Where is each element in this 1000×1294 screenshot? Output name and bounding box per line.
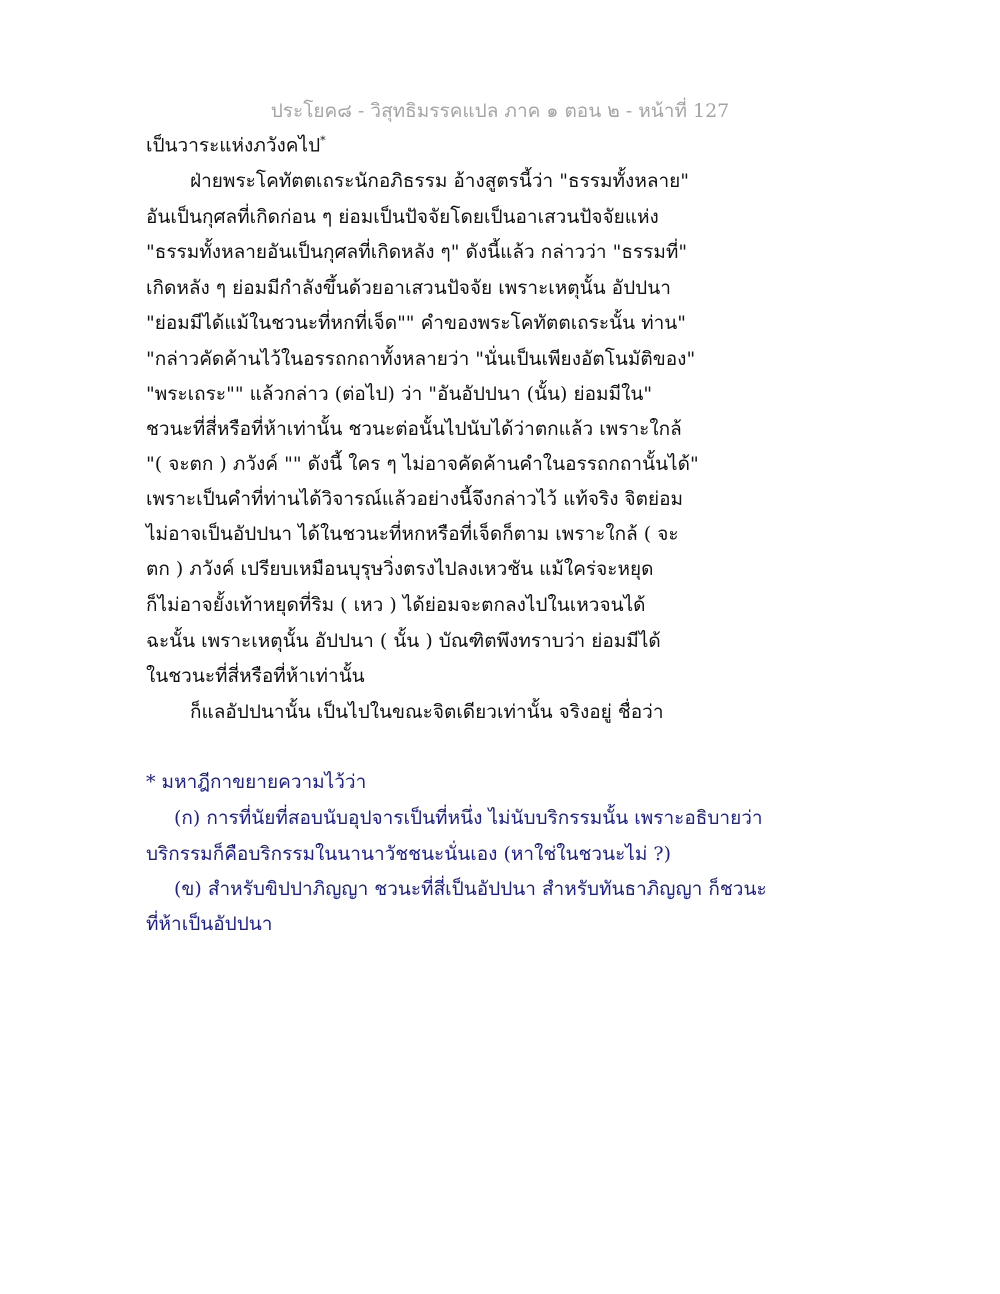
body-line: ก็ไม่อาจยั้งเท้าหยุดที่ริม ( เหว ) ได้ย่อมจะตกลงไปในเหวจนได้ — [146, 594, 646, 616]
body-line: "กล่าวคัดค้านไว้ในอรรถกถาทั้งหลายว่า "นั่นเป็นเพียงอัตโนมัติของ" — [146, 348, 696, 370]
body-line: เป็นวาระแห่งภวังคไป* — [146, 134, 326, 157]
body-line: "ธรรมทั้งหลายอันเป็นกุศลที่เกิดหลัง ๆ" ดังนี้แล้ว กล่าวว่า "ธรรมที่" — [146, 241, 688, 263]
body-line: ก็แลอัปปนานั้น เป็นไปในขณะจิตเดียวเท่านั้น จริงอยู่ ชื่อว่า — [190, 701, 664, 723]
footnote-line: (ข) สำหรับขิปปาภิญญา ชวนะที่สี่เป็นอัปปนา สำหรับทันธาภิญญา ก็ชวนะ — [174, 878, 767, 900]
footnote-heading: * มหาฎีกาขยายความไว้ว่า — [146, 771, 367, 793]
body-line: "ย่อมมีได้แม้ในชวนะที่หกที่เจ็ด"" คำของพระโคทัตตเถระนั้น ท่าน" — [146, 312, 687, 334]
body-line: "( จะตก ) ภวังค์ "" ดังนี้ ใคร ๆ ไม่อาจคัดค้านคำในอรรถกถานั้นได้" — [146, 453, 699, 475]
body-line: อันเป็นกุศลที่เกิดก่อน ๆ ย่อมเป็นปัจจัยโดยเป็นอาเสวนปัจจัยแห่ง — [146, 206, 659, 228]
body-line: เกิดหลัง ๆ ย่อมมีกำลังขึ้นด้วยอาเสวนปัจจัย เพราะเหตุนั้น อัปปนา — [146, 277, 671, 299]
body-line: "พระเถระ"" แล้วกล่าว (ต่อไป) ว่า "อันอัปปนา (นั้น) ย่อมมีใน" — [146, 383, 653, 405]
page-header: ประโยค๘ - วิสุทธิมรรคแปล ภาค ๑ ตอน ๒ - หน้าที่ 127 — [270, 100, 730, 122]
footnote-line: บริกรรมก็คือบริกรรมในนานาวัชชนะนั่นเอง (หาใช่ในชวนะไม่ ?) — [146, 843, 671, 865]
body-line: ตก ) ภวังค์ เปรียบเหมือนบุรุษวิ่งตรงไปลงเหวชัน แม้ใคร่จะหยุด — [146, 558, 654, 580]
body-line: ชวนะที่สี่หรือที่ห้าเท่านั้น ชวนะต่อนั้นไปนับได้ว่าตกแล้ว เพราะใกล้ — [146, 418, 682, 440]
body-line: เพราะเป็นคำที่ท่านได้วิจารณ์แล้วอย่างนี้จึงกล่าวไว้ แท้จริง จิตย่อม — [146, 488, 684, 510]
footnote-marker: * — [320, 134, 326, 147]
footnote-line: ที่ห้าเป็นอัปปนา — [146, 913, 273, 935]
footnote-line: (ก) การที่นัยที่สอบนับอุปจารเป็นที่หนึ่ง ไม่นับบริกรรมนั้น เพราะอธิบายว่า — [174, 807, 763, 829]
body-line: ไม่อาจเป็นอัปปนา ได้ในชวนะที่หกหรือที่เจ็ดก็ตาม เพราะใกล้ ( จะ — [146, 523, 679, 545]
body-line: ในชวนะที่สี่หรือที่ห้าเท่านั้น — [146, 665, 365, 687]
body-line: ฉะนั้น เพราะเหตุนั้น อัปปนา ( นั้น ) บัณฑิตพึงทราบว่า ย่อมมีได้ — [146, 630, 661, 652]
body-line: ฝ่ายพระโคทัตตเถระนักอภิธรรม อ้างสูตรนี้ว่า "ธรรมทั้งหลาย" — [190, 170, 690, 192]
